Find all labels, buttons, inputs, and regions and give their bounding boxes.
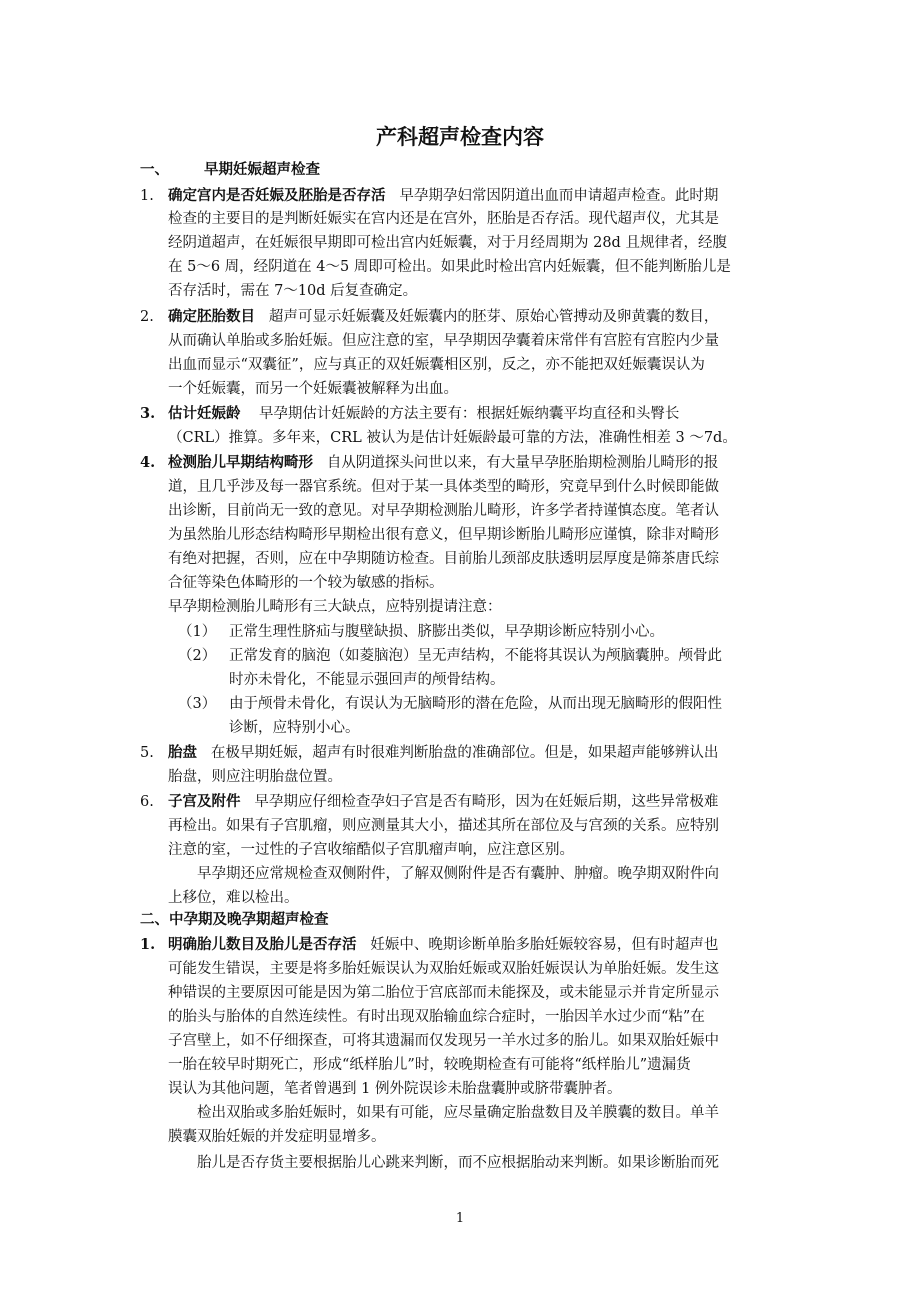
paragraph-line: 道，且几乎涉及每一器官系统。但对于某一具体类型的畸形，究竟早到什么时候即能做 <box>168 479 719 495</box>
item-text: 早孕期估计妊娠龄的方法主要有：根据妊娠纳囊平均直径和头臀长 <box>258 406 680 422</box>
paragraph-line: 注意的室，一过性的子宫收缩酷似子宫肌瘤声响，应注意区别。 <box>168 842 574 858</box>
paragraph-line: 子宫壁上，如不仔细探查，可将其遗漏而仅发现另一羊水过多的胎儿。如果双胎妊娠中 <box>168 1033 719 1049</box>
item-text: 早孕期孕妇常因阴道出血而申请超声检查。此时期 <box>399 188 719 204</box>
page-number: 1 <box>455 1211 465 1226</box>
paragraph-line: 为虽然胎儿形态结构畸形早期检出很有意义，但早期诊断胎儿畸形应谨慎，除非对畸形 <box>168 527 719 543</box>
paragraph-line: 胎儿是否存货主要根据胎儿心跳来判断，而不应根据胎动来判断。如果诊断胎而死 <box>197 1155 719 1171</box>
section1-number: 一、 <box>140 161 169 178</box>
paragraph-line: 检查的主要目的是判断妊娠实在宫内还是在宫外，胚胎是否存活。现代超声仪，尤其是 <box>168 211 719 227</box>
item-number: 2. <box>140 309 154 325</box>
item-number: 5. <box>140 745 154 761</box>
subitem-number: （2） <box>178 648 217 664</box>
item-heading: 胎盘 <box>168 744 197 761</box>
item-number: 6. <box>140 794 154 810</box>
paragraph-line: 出诊断，目前尚无一致的意见。对早孕期检测胎儿畸形，许多学者持谨慎态度。笔者认 <box>168 503 719 519</box>
item-text: 超声可显示妊娠囊及妊娠囊内的胚芽、原始心管搏动及卵黄囊的数目， <box>268 309 719 325</box>
paragraph-line: 出血而显示“双囊征”，应与真正的双妊娠囊相区别，反之，亦不能把双妊娠囊误认为 <box>168 357 705 373</box>
item-number: 1. <box>140 188 154 204</box>
paragraph-line: 再检出。如果有子宫肌瘤，则应测量其大小，描述其所在部位及与宫颈的关系。应特别 <box>168 818 719 834</box>
paragraph-line: 膜囊双胎妊娠的并发症明显增多。 <box>168 1129 386 1145</box>
subitem-line: 时亦未骨化，不能显示强回声的颅骨结构。 <box>229 672 505 688</box>
item-heading: 确定胚胎数目 <box>168 308 255 325</box>
paragraph-line <box>168 453 718 473</box>
subitem-line: 由于颅骨未骨化，有误认为无脑畸形的潜在危险，从而出现无脑畸形的假阳性 <box>229 696 722 712</box>
paragraph-line <box>168 307 718 327</box>
subitem-number: （1） <box>178 624 217 640</box>
paragraph-line <box>168 743 718 763</box>
paragraph-line: 种错误的主要原因可能是因为第二胎位于宫底部而未能探及，或未能显示并肯定所显示 <box>168 985 719 1001</box>
item-text: 妊娠中、晚期诊断单胎多胎妊娠较容易，但有时超声也 <box>370 937 719 953</box>
item-text: 在极早期妊娠，超声有时很难判断胎盘的准确部位。但是，如果超声能够辨认出 <box>210 745 719 761</box>
paragraph-line: 可能发生错误，主要是将多胎妊娠误认为双胎妊娠或双胎妊娠误认为单胎妊娠。发生这 <box>168 961 719 977</box>
paragraph-line: 的胎头与胎体的自然连续性。有时出现双胎输血综合症时，一胎因羊水过少而“粘”在 <box>168 1009 705 1025</box>
section1-heading: 早期妊娠超声检查 <box>204 161 320 178</box>
item-heading: 子宫及附件 <box>168 793 241 810</box>
paragraph-line: 误认为其他问题，笔者曾遇到 1 例外院误诊未胎盘囊肿或脐带囊肿者。 <box>168 1081 622 1097</box>
item-number: 4. <box>140 454 156 471</box>
document-title: 产科超声检查内容 <box>376 125 544 149</box>
paragraph-line <box>168 186 718 206</box>
paragraph-line: 上移位，难以检出。 <box>168 890 299 906</box>
subitem-number: （3） <box>178 696 217 712</box>
paragraph-line: 一个妊娠囊，而另一个妊娠囊被解释为出血。 <box>168 381 458 397</box>
item-heading: 估计妊娠龄 <box>168 405 241 422</box>
paragraph-line: 检出双胎或多胎妊娠时，如果有可能，应尽量确定胎盘数目及羊膜囊的数目。单羊 <box>197 1105 719 1121</box>
paragraph-line: 一胎在较早时期死亡，形成“纸样胎儿”时，较晚期检查有可能将“纸样胎儿”遗漏货 <box>168 1057 691 1073</box>
paragraph-line: 在 5～6 周，经阴道在 4～5 周即可检出。如果此时检出宫内妊娠囊，但不能判断胎儿是 <box>168 259 731 275</box>
subitem-line: 诊断，应特别小心。 <box>229 720 360 736</box>
paragraph-line <box>168 935 718 955</box>
paragraph-line: 胎盘，则应注明胎盘位置。 <box>168 769 342 785</box>
paragraph-line <box>168 404 679 424</box>
paragraph-line: 否存活时，需在 7～10d 后复查确定。 <box>168 283 418 299</box>
item-heading: 确定宫内是否妊娠及胚胎是否存活 <box>168 187 386 204</box>
item-number: 3. <box>140 405 156 422</box>
item-heading: 检测胎儿早期结构畸形 <box>168 454 313 471</box>
item-text: 早孕期应仔细检查孕妇子宫是否有畸形，因为在妊娠后期，这些异常极难 <box>254 794 719 810</box>
item-text: 自从阴道探头问世以来，有大量早孕胚胎期检测胎儿畸形的报 <box>326 455 719 471</box>
item-heading: 明确胎儿数目及胎儿是否存活 <box>168 936 357 953</box>
paragraph-line: （CRL）推算。多年来，CRL 被认为是估计妊娠龄最可靠的方法，准确性相差 3 ～7d。 <box>168 430 737 446</box>
subitem-line: 正常发育的脑泡（如菱脑泡）呈无声结构，不能将其误认为颅脑囊肿。颅骨此 <box>229 648 722 664</box>
paragraph-line: 早孕期检测胎儿畸形有三大缺点，应特别提请注意： <box>168 599 502 615</box>
paragraph-line: 经阴道超声，在妊娠很早期即可检出宫内妊娠囊，对于月经周期为 28d 且规律者，经腹 <box>168 235 727 251</box>
paragraph-line: 早孕期还应常规检查双侧附件，了解双侧附件是否有囊肿、肿瘤。晚孕期双附件向 <box>197 866 719 882</box>
paragraph-line: 从而确认单胎或多胎妊娠。但应注意的室，早孕期因孕囊着床常伴有宫腔有宫腔内少量 <box>168 333 719 349</box>
paragraph-line: 有绝对把握，否则，应在中孕期随访检查。目前胎儿颈部皮肤透明层厚度是筛茶唐氏综 <box>168 551 719 567</box>
paragraph-line <box>168 792 718 812</box>
paragraph-line: 合征等染色体畸形的一个较为敏感的指标。 <box>168 575 444 591</box>
item-number: 1. <box>140 936 156 953</box>
section2-heading: 二、中孕期及晚孕期超声检查 <box>140 911 329 928</box>
subitem-line: 正常生理性脐疝与腹壁缺损、脐膨出类似，早孕期诊断应特别小心。 <box>229 624 664 640</box>
